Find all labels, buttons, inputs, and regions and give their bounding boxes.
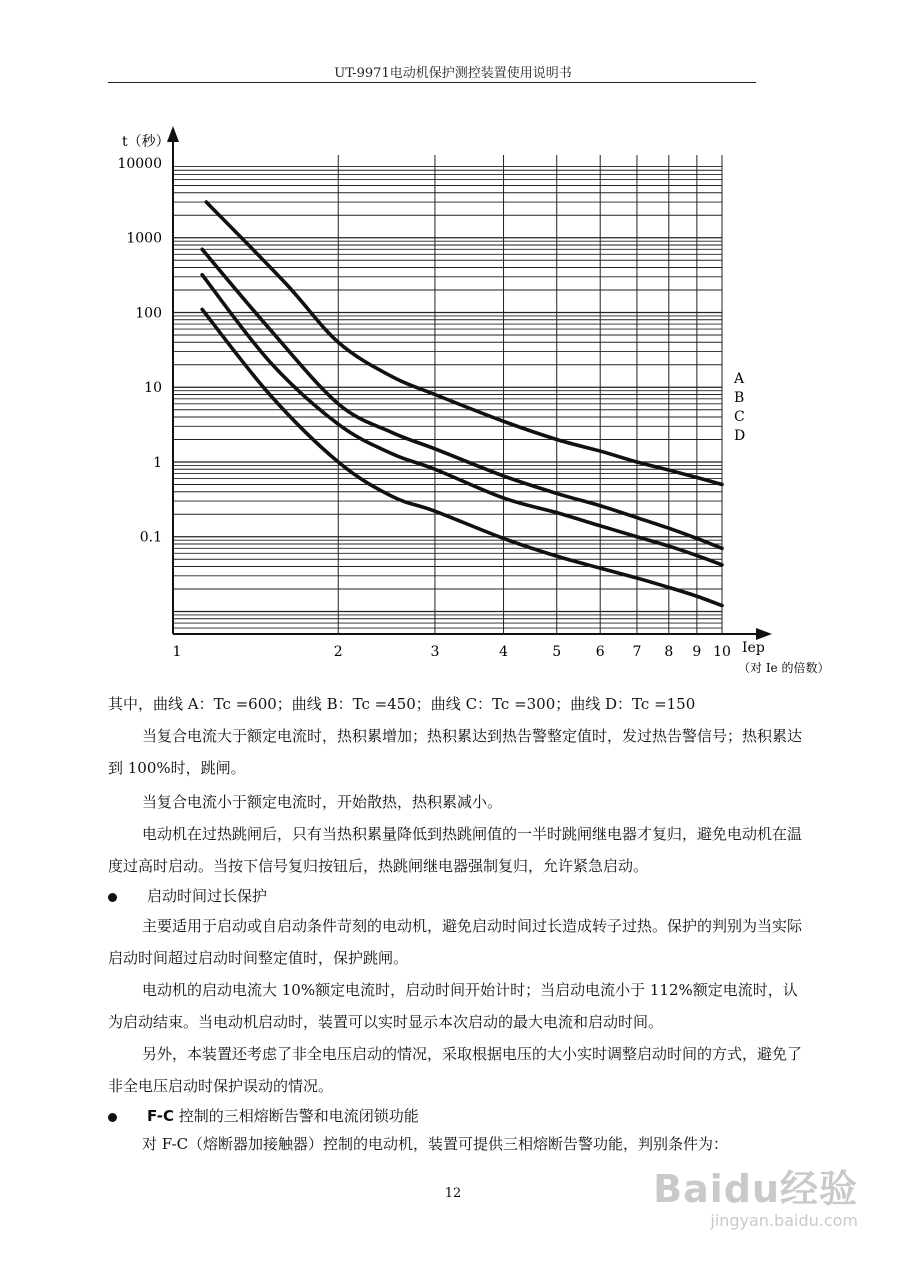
- paragraph-start-time-timing: 电动机的启动电流大 10%额定电流时，启动时间开始计时；当启动电流小于 112%额定电流时，认为启动结束。当电动机启动时，装置可以实时显示本次启动的最大电流和启动时间。: [108, 981, 798, 1031]
- x-tick-label: 6: [595, 644, 605, 660]
- legend-label: A: [734, 371, 745, 387]
- y-tick-label: 10000: [117, 156, 162, 172]
- x-tick-label: 3: [430, 644, 440, 660]
- x-axis-arrow-icon: [756, 628, 772, 640]
- bullet-dot-icon: [108, 1113, 117, 1122]
- curve-d: [202, 309, 722, 605]
- y-tick-label: 1000: [126, 230, 162, 247]
- bullet-dot-icon: [108, 893, 117, 902]
- paragraph-start-time-voltage: 另外，本装置还考虑了非全电压启动的情况，采取根据电压的大小实时调整启动时间的方式，避免了非全电压启动时保护误动的情况。: [108, 1045, 803, 1095]
- x-axis-label: Iep: [742, 640, 765, 656]
- y-tick-label: 10: [144, 380, 162, 397]
- section-heading-fc: [108, 1104, 808, 1128]
- legend-label: D: [734, 428, 746, 444]
- watermark-url: jingyan.baidu.com: [710, 1211, 858, 1230]
- paragraph-fc-condition: 对 F-C（熔断器加接触器）控制的电动机，装置可提供三相熔断告警功能，判别条件为：: [142, 1135, 729, 1153]
- baidu-watermark: [653, 1158, 858, 1230]
- section-heading-start-time: [108, 884, 808, 908]
- section-heading-fc-bold: F-C: [147, 1107, 175, 1125]
- legend-label: B: [734, 390, 745, 406]
- x-tick-label: 1: [172, 644, 182, 660]
- x-tick-label: 9: [692, 644, 702, 660]
- watermark-logo: Baidu经验: [653, 1167, 858, 1211]
- y-tick-label: 100: [135, 305, 162, 322]
- section-heading-fc-text: 控制的三相熔断告警和电流闭锁功能: [174, 1107, 419, 1125]
- x-tick-label: 4: [499, 644, 508, 660]
- y-axis-label: t（秒）: [122, 134, 170, 150]
- paragraph-start-time-apply: 主要适用于启动或自启动条件苛刻的电动机，避免启动时间过长造成转子过热。保护的判别为当实际启动时间超过启动时间整定值时，保护跳闸。: [108, 917, 803, 967]
- paragraph-overheat-reset: 电动机在过热跳闸后，只有当热积累量降低到热跳闸值的一半时跳闸继电器才复归，避免电动机在温度过高时启动。当按下信号复归按钮后，热跳闸继电器强制复归，允许紧急启动。: [108, 825, 803, 875]
- section-heading-text: 启动时间过长保护: [147, 887, 268, 905]
- x-axis-note: （对 Ie 的倍数）: [738, 661, 830, 675]
- x-tick-label: 5: [552, 644, 562, 660]
- page-number: 12: [444, 1186, 462, 1201]
- x-tick-label: 2: [333, 644, 343, 660]
- x-tick-label: 10: [713, 644, 731, 660]
- legend-label: C: [734, 409, 745, 425]
- x-tick-label: 7: [632, 644, 642, 660]
- x-tick-label: 8: [664, 644, 674, 660]
- header-title: UT-9971电动机保护测控装置使用说明书: [334, 66, 572, 81]
- y-tick-label: 1: [153, 454, 162, 471]
- curve-legend-text: 其中，曲线 A：Tc =600；曲线 B：Tc =450；曲线 C：Tc =300；曲线 D：Tc =150: [108, 695, 696, 713]
- paragraph-overheat-cool: 当复合电流小于额定电流时，开始散热，热积累减小。: [142, 793, 503, 811]
- y-tick-label: 0.1: [139, 529, 162, 546]
- paragraph-overheat-accumulate: 当复合电流大于额定电流时，热积累增加；热积累达到热告警整定值时，发过热告警信号；热积累达到 100%时，跳闸。: [108, 727, 803, 777]
